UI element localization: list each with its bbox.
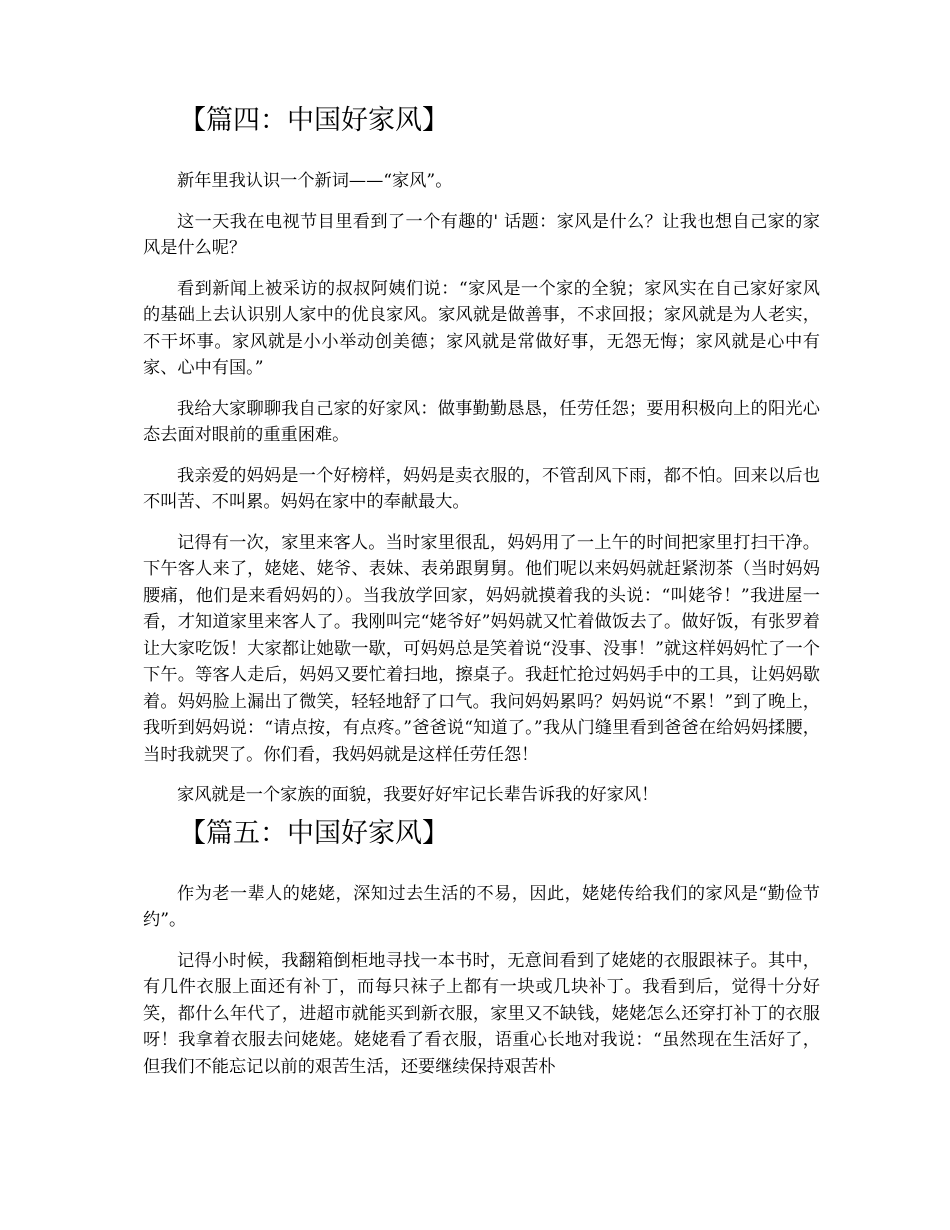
paragraph: 这一天我在电视节目里看到了一个有趣的' 话题：家风是什么？让我也想自己家的家风是什么呢？ (143, 211, 820, 258)
paragraph: 家风就是一个家族的面貌，我要好好牢记长辈告诉我的好家风！ (177, 785, 659, 805)
document-page (143, 0, 820, 1080)
section-heading: 【篇五：中国好家风】 (179, 817, 449, 849)
paragraph: 记得小时候，我翻箱倒柜地寻找一本书时，无意间看到了姥姥的衣服跟袜子。其中，有几件衣服上面还有补丁，而每只袜子上都有一块或几块补丁。我看到后，觉得十分好笑，都什么年代了，进超市就能买到新衣服，家里又不缺钱，姥姥怎么还穿打补丁的衣服呀！我拿着衣服去问姥姥。姥姥看了看衣服，语重心长地对我说：“虽然现在生活好了，但我们不能忘记以前的艰苦生活，还要继续保持艰苦朴 (143, 950, 820, 1077)
paragraph: 我给大家聊聊我自己家的好家风：做事勤勤恳恳，任劳任怨；要用积极向上的阳光心态去面对眼前的重重困难。 (143, 398, 820, 445)
paragraph: 新年里我认识一个新词——“家风”。 (177, 171, 453, 191)
paragraph: 看到新闻上被采访的叔叔阿姨们说：“家风是一个家的全貌；家风实在自己家好家风的基础上去认识别人家中的优良家风。家风就是做善事，不求回报；家风就是为人老实，不干坏事。家风就是小小举动创美德；家风就是常做好事，无怨无悔；家风就是心中有家、心中有国。” (143, 278, 820, 378)
paragraph: 我亲爱的妈妈是一个好榜样，妈妈是卖衣服的，不管刮风下雨，都不怕。回来以后也不叫苦、不叫累。妈妈在家中的奉献最大。 (143, 465, 820, 512)
paragraph: 作为老一辈人的姥姥，深知过去生活的不易，因此，姥姥传给我们的家风是“勤俭节约”。 (143, 883, 820, 930)
paragraph: 记得有一次，家里来客人。当时家里很乱，妈妈用了一上午的时间把家里打扫干净。下午客人来了，姥姥、姥爷、表妹、表弟跟舅舅。他们呢以来妈妈就赶紧沏茶（当时妈妈腰痛，他们是来看妈妈的）。当我放学回家，妈妈就摸着我的头说：“叫姥爷！”我进屋一看，才知道家里来客人了。我刚叫完“姥爷好”妈妈就又忙着做饭去了。做好饭，有张罗着让大家吃饭！大家都让她歇一歇，可妈妈总是笑着说“没事、没事！”就这样妈妈忙了一个下午。等客人走后，妈妈又要忙着扫地，擦桌子。我赶忙抢过妈妈手中的工具，让妈妈歇着。妈妈脸上漏出了微笑，轻轻地舒了口气。我问妈妈累吗？妈妈说“不累！”到了晚上，我听到妈妈说：“请点按，有点疼。”爸爸说“知道了。”我从门缝里看到爸爸在给妈妈揉腰，当时我就哭了。你们看，我妈妈就是这样任劳任怨！ (143, 532, 820, 765)
section-heading: 【篇四：中国好家风】 (179, 105, 449, 136)
section-body (143, 881, 820, 1081)
section-body (143, 168, 820, 809)
